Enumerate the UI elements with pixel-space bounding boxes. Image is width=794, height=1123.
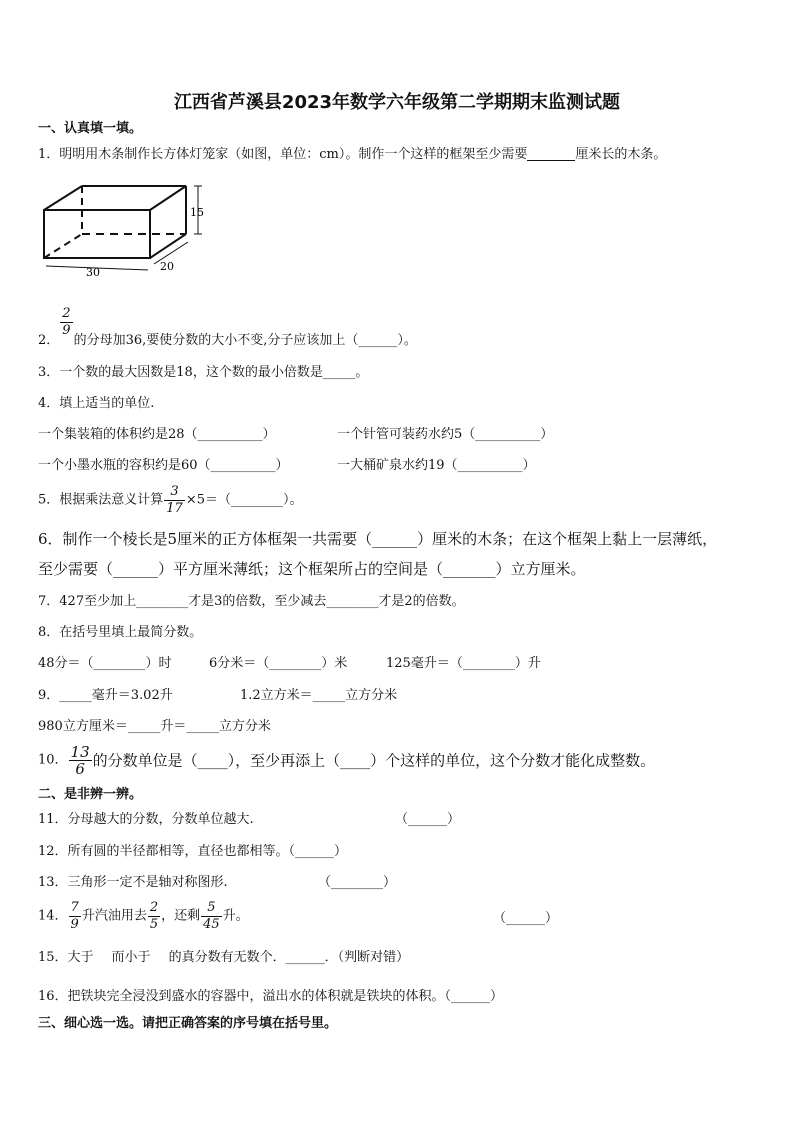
fraction-denominator: 9: [62, 323, 71, 338]
fraction: [69, 744, 92, 777]
question-11: 11．分母越大的分数，分数单位越大.: [38, 812, 254, 827]
fraction: [201, 900, 222, 933]
fraction-denominator: 9: [70, 917, 79, 932]
question-4b: 一个针管可装药水约5（__________）: [337, 427, 554, 442]
fraction-denominator: 5: [149, 917, 159, 932]
question-7: 7．427至少加上________才是3的倍数，至少减去________才是2的倍数。: [38, 594, 465, 609]
fraction: [164, 484, 185, 517]
question-10: [38, 744, 655, 777]
question-6-line-1: 6．制作一个棱长是5厘米的正方体框架一共需要（______）厘米的木条；在这个框架上黏上一层薄纸，: [38, 530, 718, 548]
fraction-numerator: 5: [201, 900, 222, 917]
question-9b: 1.2立方米＝_____立方分米: [240, 688, 398, 703]
fraction-numerator: 2: [149, 900, 159, 915]
length-label: 30: [86, 266, 100, 279]
question-9a: 9．_____毫升＝3.02升: [38, 688, 173, 703]
question-15-text: 15．大于: [38, 950, 94, 965]
fraction-denominator: 17: [166, 501, 183, 516]
question-5: [38, 484, 303, 517]
fraction: [69, 900, 81, 933]
height-label: 15: [190, 206, 204, 219]
question-4d: 一大桶矿泉水约19（__________）: [337, 458, 536, 473]
fraction-numerator: 13: [70, 743, 90, 761]
question-1-text: 1．明明用木条制作长方体灯笼家（如图，单位：cm）。制作一个这样的框架至少需要: [38, 147, 528, 162]
question-6-line-2: 至少需要（______）平方厘米薄纸；这个框架所占的空间是（_______）立方厘米。: [38, 560, 586, 578]
question-16: 16．把铁块完全浸没到盛水的容器中，溢出水的体积就是铁块的体积。（______）: [38, 989, 504, 1004]
question-8c: 125毫升＝（________）升: [386, 656, 541, 671]
question-5-text-end: ×5＝（________）。: [185, 492, 303, 508]
question-13-blank: （________）: [318, 875, 397, 890]
question-4: 4．填上适当的单位.: [38, 396, 155, 411]
cuboid-figure: [36, 180, 216, 280]
fraction: [148, 900, 160, 933]
fraction-numerator: 2: [62, 306, 71, 321]
fraction-numerator: 7: [70, 900, 79, 915]
question-14-text: 升汽油用去: [81, 908, 147, 924]
question-5-text: 5．根据乘法意义计算: [38, 492, 164, 508]
question-number: 2．: [38, 333, 60, 348]
question-1-text-end: 厘米长的木条。: [575, 147, 667, 162]
section-2-heading: 二、是非辨一辨。: [38, 787, 143, 802]
question-10-text: 的分数单位是（____），至少再添上（____）个这样的单位，这个分数才能化成整数。: [92, 751, 656, 770]
question-2: [38, 306, 417, 349]
answer-blank[interactable]: [527, 146, 575, 161]
section-1-heading: 一、认真填一填。: [38, 121, 143, 136]
question-4c: 一个小墨水瓶的容积约是60（__________）: [38, 458, 289, 473]
question-12: 12．所有圆的半径都相等，直径也都相等。（______）: [38, 844, 348, 859]
page-title: 江西省芦溪县2023年数学六年级第二学期期末监测试题: [173, 92, 621, 113]
question-15-text: 而小于: [111, 950, 151, 965]
question-15: [38, 949, 409, 967]
question-2-text: 的分母加36,要使分数的大小不变,分子应该加上（______）。: [73, 333, 417, 348]
question-8b: 6分米＝（________）米: [209, 656, 348, 671]
question-number: 10．: [38, 752, 68, 768]
question-14-text: ，还剩: [161, 908, 201, 924]
section-3-heading: 三、细心选一选。请把正确答案的序号填在括号里。: [38, 1016, 338, 1031]
question-4a: 一个集装箱的体积约是28（__________）: [38, 427, 276, 442]
question-8: 8．在括号里填上最简分数。: [38, 625, 203, 640]
question-8a: 48分＝（________）时: [38, 656, 172, 671]
fraction-denominator: 6: [75, 760, 85, 778]
question-1: [38, 146, 666, 164]
width-label: 20: [160, 260, 174, 273]
fraction-numerator: 3: [164, 484, 185, 501]
question-15-text: 的真分数有无数个．______．（判断对错）: [168, 950, 410, 965]
question-9c: 980立方厘米＝_____升＝_____立方分米: [38, 719, 271, 734]
question-11-blank: （______）: [395, 812, 461, 827]
question-14-text: 升。: [222, 908, 249, 924]
question-13: 13．三角形一定不是轴对称图形.: [38, 875, 228, 890]
fraction: [60, 306, 72, 339]
question-14: [38, 900, 249, 933]
question-14-blank: （______）: [493, 911, 559, 926]
question-number: 14．: [38, 908, 68, 924]
fraction-denominator: 45: [203, 917, 220, 932]
question-3: 3．一个数的最大因数是18，这个数的最小倍数是_____。: [38, 365, 369, 380]
